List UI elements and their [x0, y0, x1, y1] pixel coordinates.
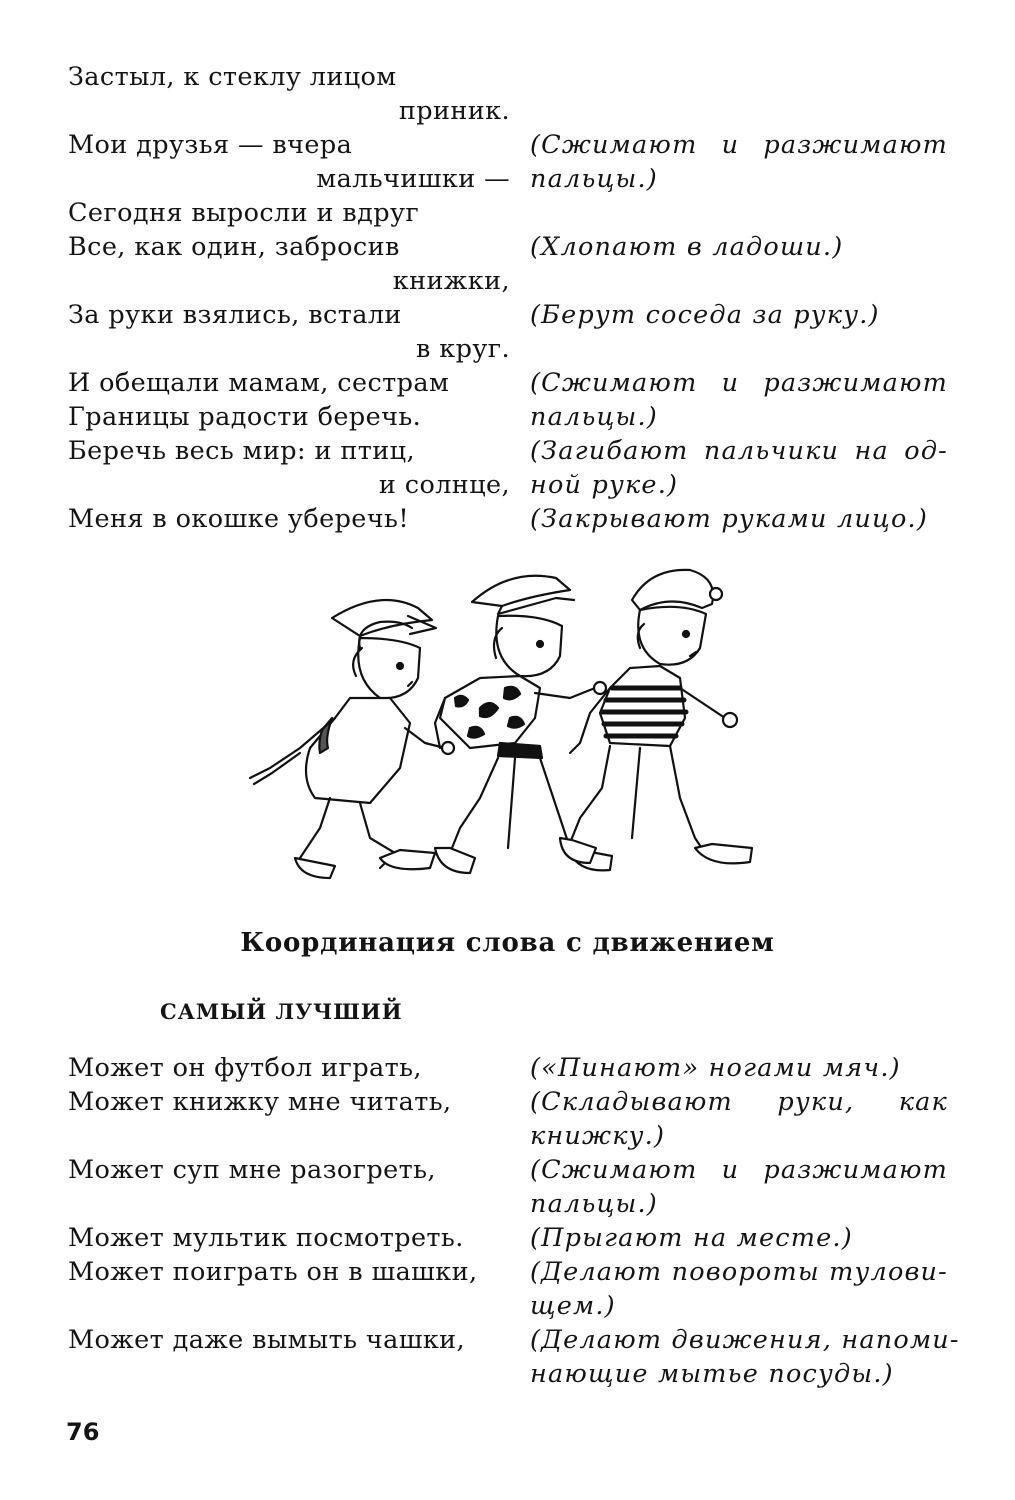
movement-instruction: (Сжимают и разжимают [530, 368, 948, 398]
movement-instruction: (Хлопают в ладоши.) [530, 232, 844, 262]
poem-line [68, 1257, 948, 1291]
top-poem [68, 62, 948, 538]
movement-instruction: нающие мытье посуды.) [530, 1359, 894, 1389]
poem-line [68, 164, 948, 198]
poem-line [68, 334, 948, 368]
poem-line [68, 130, 948, 164]
poem-line [68, 1087, 948, 1121]
movement-instruction: («Пинают» ногами мяч.) [530, 1053, 901, 1083]
verse-text: Может мультик посмотреть. [68, 1223, 464, 1253]
page-number: 76 [66, 1418, 100, 1446]
poem-line [68, 1291, 948, 1325]
three-boys-walking-illustration [240, 548, 780, 893]
verse-continuation: книжки, [392, 266, 510, 296]
movement-instruction: (Сжимают и разжимают [530, 1155, 948, 1185]
verse-text: Может даже вымыть чашки, [68, 1325, 466, 1355]
poem-line [68, 300, 948, 334]
movement-instruction: (Загибают пальчики на од- [530, 436, 948, 466]
poem-line [68, 1223, 948, 1257]
movement-instruction: книжку.) [530, 1121, 666, 1151]
movement-instruction: пальцы.) [530, 402, 658, 432]
movement-instruction: (Берут соседа за руку.) [530, 300, 880, 330]
poem-line [68, 266, 948, 300]
poem-line [68, 470, 948, 504]
movement-instruction: (Делают движения, напоми- [530, 1325, 960, 1355]
poem-title: САМЫЙ ЛУЧШИЙ [160, 999, 403, 1024]
movement-instruction: (Сжимают и разжимают [530, 130, 948, 160]
movement-instruction: (Закрывают руками лицо.) [530, 504, 929, 534]
verse-continuation: и солнце, [378, 470, 510, 500]
verse-text: Все, как один, забросив [68, 232, 400, 262]
poem-line [68, 1121, 948, 1155]
poem-line [68, 1325, 960, 1359]
poem-line [68, 1189, 948, 1223]
poem-line [68, 198, 948, 232]
verse-text: Может поиграть он в шашки, [68, 1257, 478, 1287]
poem-line [68, 436, 948, 470]
poem-line [68, 1155, 948, 1189]
poem-line [68, 402, 948, 436]
boy-striped-right [560, 570, 752, 864]
verse-text: Беречь весь мир: и птиц, [68, 436, 415, 466]
boy-officer-left [250, 600, 454, 878]
movement-instruction: (Прыгают на месте.) [530, 1223, 853, 1253]
verse-text: И обещали мамам, сестрам [68, 368, 450, 398]
poem-line [68, 368, 948, 402]
poem-line [68, 504, 948, 538]
verse-text: Границы радости беречь. [68, 402, 422, 432]
verse-continuation: в круг. [416, 334, 510, 364]
verse-text: Может он футбол играть, [68, 1053, 422, 1083]
poem-line [68, 96, 948, 130]
poem-line [68, 1053, 948, 1087]
poem-line [68, 1359, 948, 1393]
verse-text: За руки взялись, встали [68, 300, 402, 330]
verse-text: Может суп мне разогреть, [68, 1155, 436, 1185]
movement-instruction: ной руке.) [530, 470, 679, 500]
verse-text: Может книжку мне читать, [68, 1087, 452, 1117]
verse-continuation: мальчишки — [316, 164, 510, 194]
movement-instruction: пальцы.) [530, 1189, 658, 1219]
movement-instruction: (Складывают руки, как [530, 1087, 948, 1117]
movement-instruction: щем.) [530, 1291, 616, 1321]
verse-text: Сегодня выросли и вдруг [68, 198, 420, 228]
verse-text: Мои друзья — вчера [68, 130, 353, 160]
poem-line [68, 62, 948, 96]
movement-instruction: пальцы.) [530, 164, 658, 194]
movement-instruction: (Делают повороты тулови- [530, 1257, 948, 1287]
section-heading: Координация слова с движением [240, 928, 775, 958]
verse-text: Меня в окошке уберечь! [68, 504, 409, 534]
verse-text: Застыл, к стеклу лицом [68, 62, 397, 92]
bottom-poem [68, 1053, 960, 1393]
verse-continuation: приник. [398, 96, 510, 126]
poem-line [68, 232, 948, 266]
